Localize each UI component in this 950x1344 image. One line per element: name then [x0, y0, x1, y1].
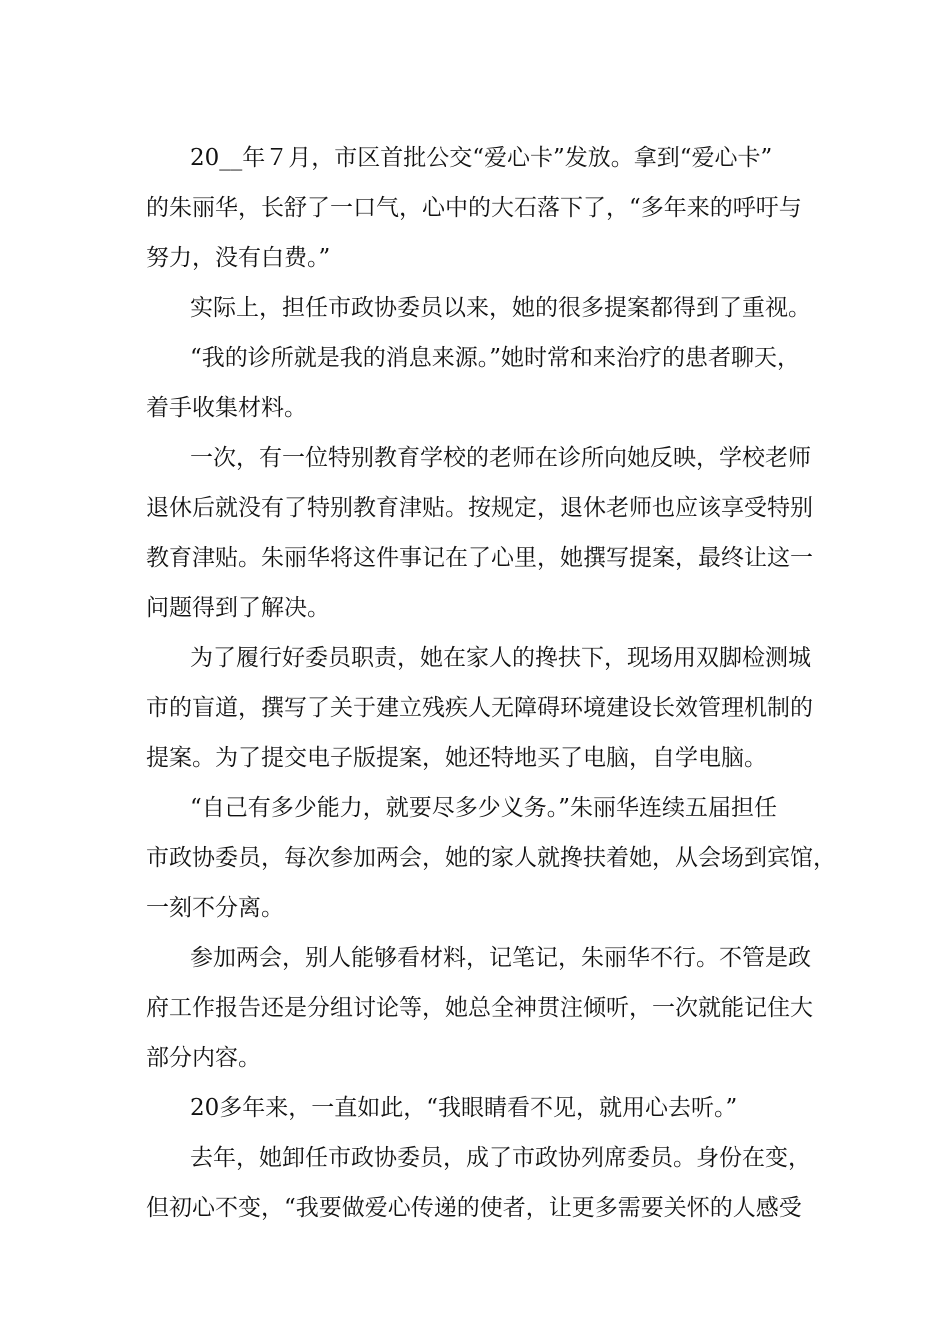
paragraph-5	[146, 633, 811, 783]
text-line: 一次，有一位特别教育学校的老师在诊所向她反映，学校老师	[190, 445, 811, 471]
text-line: 为了履行好委员职责，她在家人的搀扶下，现场用双脚检测城	[190, 645, 811, 671]
paragraph-7	[146, 933, 811, 1083]
text-line: 市的盲道，撰写了关于建立残疾人无障碍环境建设长效管理机制的	[146, 695, 813, 721]
text-line: 提案。为了提交电子版提案，她还特地买了电脑，自学电脑。	[146, 745, 767, 771]
text-line: 参加两会，别人能够看材料，记笔记，朱丽华不行。不管是政	[190, 945, 811, 971]
text-line: 20多年来，一直如此，“我眼睛看不见，就用心去听。”	[190, 1095, 738, 1121]
text-line: 去年，她卸任市政协委员，成了市政协列席委员。身份在变，	[190, 1145, 811, 1171]
text-line: 一刻不分离。	[146, 895, 284, 921]
text-line: 问题得到了解决。	[146, 595, 330, 621]
paragraph-4	[146, 433, 811, 633]
paragraph-3	[146, 333, 811, 433]
text-line: 部分内容。	[146, 1045, 261, 1071]
text-line: 市政协委员，每次参加两会，她的家人就搀扶着她，从会场到宾馆，	[146, 845, 836, 871]
text-line: 努力，没有白费。”	[146, 245, 331, 271]
text-line: 的朱丽华，长舒了一口气，心中的大石落下了，“多年来的呼吁与	[146, 195, 802, 221]
text-line: 着手收集材料。	[146, 395, 307, 421]
paragraph-1	[146, 133, 811, 283]
text-line: “自己有多少能力，就要尽多少义务。”朱丽华连续五届担任	[190, 795, 778, 821]
text-line: 教育津贴。朱丽华将这件事记在了心里，她撰写提案，最终让这一	[146, 545, 813, 571]
text-line: 退休后就没有了特别教育津贴。按规定，退休老师也应该享受特别	[146, 495, 813, 521]
paragraph-2	[146, 283, 811, 333]
text-line: 实际上，担任市政协委员以来，她的很多提案都得到了重视。	[190, 295, 811, 321]
text-line: “我的诊所就是我的消息来源。”她时常和来治疗的患者聊天，	[190, 345, 801, 371]
paragraph-9	[146, 1133, 811, 1233]
text-line: 府工作报告还是分组讨论等，她总全神贯注倾听，一次就能记住大	[146, 995, 813, 1021]
paragraph-8	[146, 1083, 811, 1133]
article-body	[146, 133, 836, 1233]
text-line: 但初心不变，“我要做爱心传递的使者，让更多需要关怀的人感受	[146, 1195, 802, 1221]
paragraph-6	[146, 783, 836, 933]
text-line: 20__年７月，市区首批公交“爱心卡”发放。拿到“爱心卡”	[190, 145, 773, 171]
